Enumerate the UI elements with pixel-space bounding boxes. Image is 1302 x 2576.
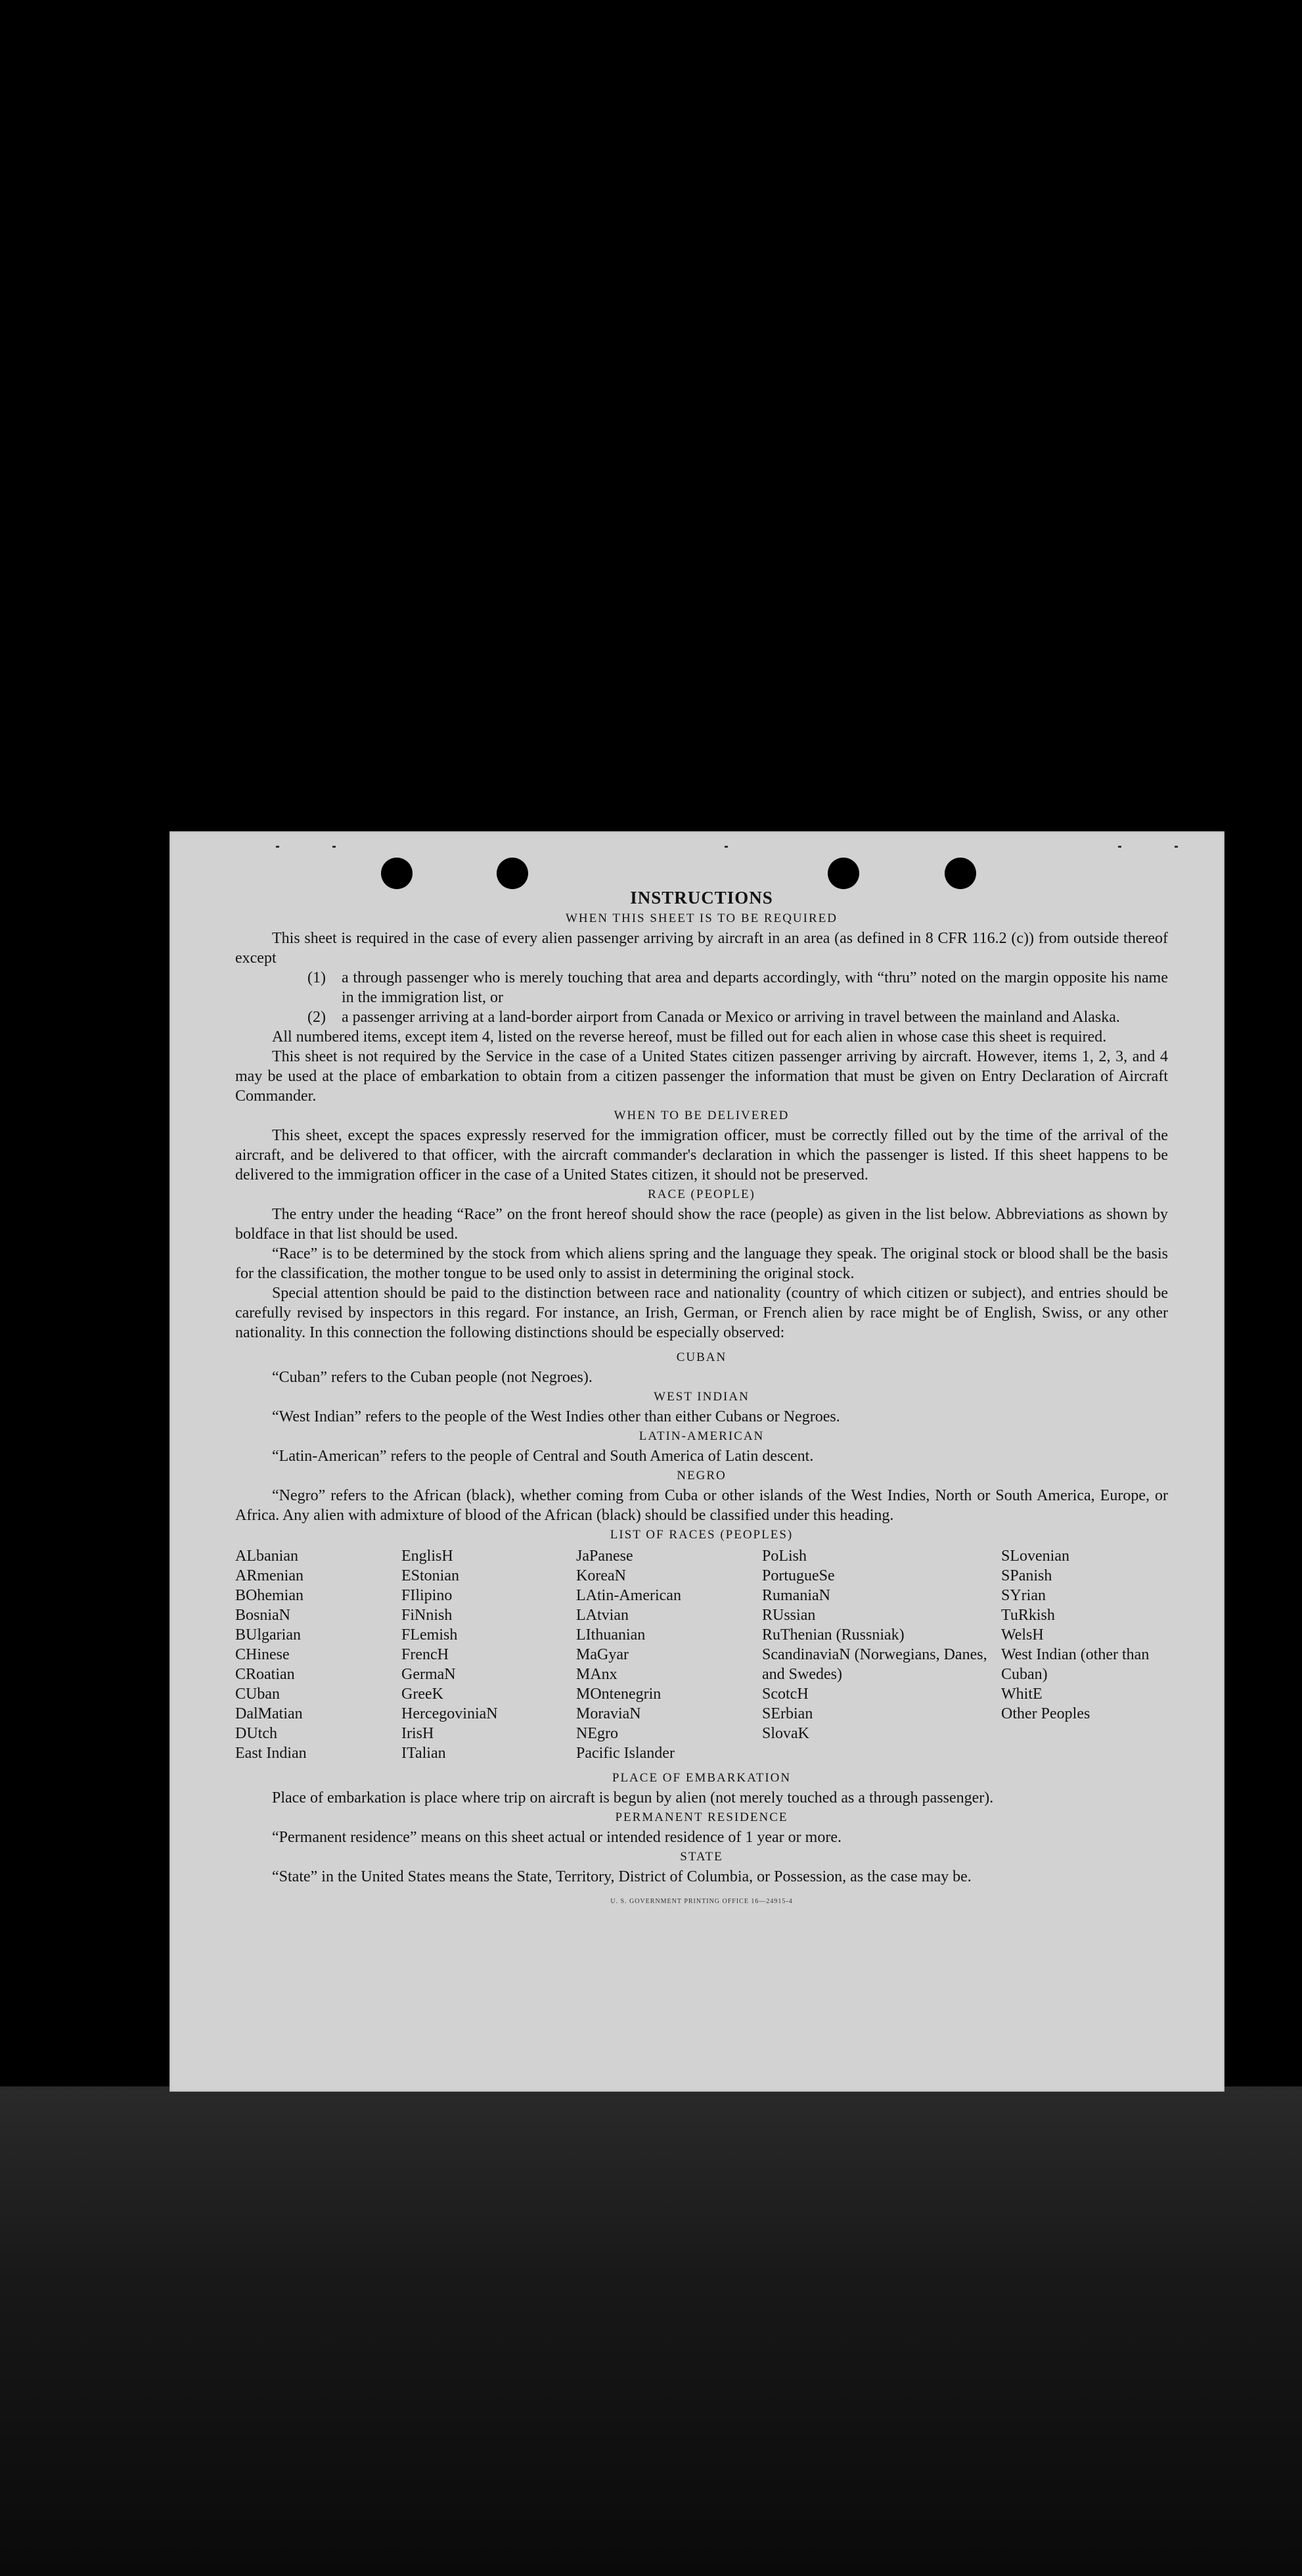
- race-entry: CUban: [235, 1686, 280, 1703]
- race-entry: SYrian: [1001, 1587, 1046, 1604]
- race-entry: PoLish: [762, 1548, 807, 1565]
- races-column: [576, 1546, 762, 1763]
- race-entry: MOntenegrin: [576, 1686, 662, 1703]
- race-entry: BosniaN: [235, 1607, 290, 1624]
- punch-hole: [497, 858, 528, 889]
- race-entry: LAtin-American: [576, 1587, 681, 1604]
- race-entry: Pacific Islander: [576, 1745, 675, 1762]
- scan-mark: [332, 846, 336, 848]
- punch-hole: [828, 858, 859, 889]
- item-text: a through passenger who is merely touching that area and departs accordingly, with “thru” noted on the margin opposite his name in the immigration list, or: [342, 969, 1168, 1006]
- page-title: INSTRUCTIONS: [630, 888, 773, 908]
- scan-mark: [1118, 846, 1121, 848]
- race-entry: RuThenian (Russniak): [762, 1626, 905, 1644]
- race-entry: ALbanian: [235, 1548, 298, 1565]
- race-entry: Other Peoples: [1001, 1705, 1090, 1722]
- section-heading: WHEN THIS SHEET IS TO BE REQUIRED: [566, 911, 838, 925]
- race-entry: EStonian: [401, 1567, 459, 1584]
- section-heading: WEST INDIAN: [654, 1390, 750, 1404]
- paragraph: “State” in the United States means the State, Territory, District of Columbia, or Possession, as the case may be.: [272, 1868, 972, 1885]
- race-entry: FiNnish: [401, 1607, 453, 1624]
- races-column: [762, 1546, 1001, 1763]
- races-column: [401, 1546, 576, 1763]
- paragraph: “Latin-American” refers to the people of Central and South America of Latin descent.: [272, 1448, 814, 1465]
- section-heading: LIST OF RACES (PEOPLES): [610, 1528, 794, 1542]
- paragraph: “Negro” refers to the African (black), whether coming from Cuba or other islands of the West Indies, North or South America, Europe, or Africa. Any alien with admixture of blood of the African (black) should be classified under this heading.: [235, 1487, 1168, 1524]
- race-entry: JaPanese: [576, 1548, 633, 1565]
- race-entry: MAnx: [576, 1666, 617, 1683]
- section-heading: PERMANENT RESIDENCE: [615, 1810, 788, 1824]
- punch-hole: [945, 858, 976, 889]
- section-heading: RACE (PEOPLE): [648, 1187, 755, 1201]
- races-table: [235, 1546, 1168, 1763]
- race-entry: BUlgarian: [235, 1626, 301, 1644]
- scan-mark: [725, 846, 728, 848]
- race-entry: EnglisH: [401, 1548, 453, 1565]
- paragraph: The entry under the heading “Race” on the front hereof should show the race (people) as given in the list below. Abbreviations as shown by boldface in that list should be used.: [235, 1206, 1168, 1243]
- race-entry: CRoatian: [235, 1666, 295, 1683]
- race-entry: SErbian: [762, 1705, 813, 1722]
- race-entry: GreeK: [401, 1686, 443, 1703]
- race-entry: DalMatian: [235, 1705, 303, 1722]
- race-entry: ITalian: [401, 1745, 446, 1762]
- race-entry: ARmenian: [235, 1567, 303, 1584]
- scan-mark: [1175, 846, 1178, 848]
- races-column: [1001, 1546, 1168, 1763]
- race-entry: WelsH: [1001, 1626, 1044, 1644]
- race-entry: WhitE: [1001, 1686, 1043, 1703]
- race-entry: RumaniaN: [762, 1587, 830, 1604]
- list-item: [235, 1007, 1168, 1027]
- race-entry: SlovaK: [762, 1725, 809, 1742]
- scan-mark: [276, 846, 279, 848]
- section-heading: CUBAN: [676, 1350, 727, 1364]
- race-entry: IrisH: [401, 1725, 434, 1742]
- race-entry: FLemish: [401, 1626, 458, 1644]
- race-entry: East Indian: [235, 1745, 307, 1762]
- race-entry: BOhemian: [235, 1587, 303, 1604]
- section-heading: PLACE OF EMBARKATION: [612, 1771, 792, 1785]
- scan-background: [0, 2086, 1302, 2576]
- list-item: [235, 968, 1168, 1007]
- item-number: (2): [307, 1009, 326, 1026]
- paragraph: “Race” is to be determined by the stock from which aliens spring and the language they speak. The original stock or blood shall be the basis for the classification, the mother tongue to be used only to assist in determining the original stock.: [235, 1245, 1168, 1282]
- paragraph: “Permanent residence” means on this sheet actual or intended residence of 1 year or more.: [272, 1829, 842, 1846]
- race-entry: CHinese: [235, 1646, 290, 1663]
- race-entry: West Indian (other than Cuban): [1001, 1646, 1150, 1683]
- race-entry: LIthuanian: [576, 1626, 646, 1644]
- section-heading: STATE: [680, 1850, 723, 1864]
- item-number: (1): [307, 969, 326, 986]
- race-entry: MaGyar: [576, 1646, 629, 1663]
- section-heading: WHEN TO BE DELIVERED: [614, 1109, 790, 1122]
- paragraph: This sheet is required in the case of every alien passenger arriving by aircraft in an area (as defined in 8 CFR 116.2 (c)) from outside thereof except: [235, 930, 1168, 967]
- printing-office-imprint: U. S. GOVERNMENT PRINTING OFFICE 16—24915-4: [610, 1898, 793, 1905]
- race-entry: SPanish: [1001, 1567, 1052, 1584]
- instructions-text: [235, 886, 1168, 1912]
- races-column: [235, 1546, 401, 1763]
- race-entry: ScandinaviaN (Norwegians, Danes, and Swedes): [762, 1646, 987, 1683]
- section-heading: LATIN-AMERICAN: [639, 1429, 765, 1443]
- race-entry: FIlipino: [401, 1587, 453, 1604]
- race-entry: HercegoviniaN: [401, 1705, 498, 1722]
- race-entry: GermaN: [401, 1666, 456, 1683]
- paragraph: This sheet is not required by the Service in the case of a United States citizen passenger arriving by aircraft. However, items 1, 2, 3, and 4 may be used at the place of embarkation to obtain from a citizen passenger the information that must be given on Entry Declaration of Aircraft Commander.: [235, 1048, 1168, 1105]
- paragraph: This sheet, except the spaces expressly reserved for the immigration officer, must be correctly filled out by the time of the arrival of the aircraft, and be delivered to that officer, with the aircraft commander's declaration in which the passenger is listed. If this sheet happens to be delivered to the immigration officer in the case of a United States citizen, it should not be preserved.: [235, 1127, 1168, 1184]
- race-entry: LAtvian: [576, 1607, 629, 1624]
- paragraph: Special attention should be paid to the distinction between race and nationality (country of which citizen or subject), and entries should be carefully revised by inspectors in this regard. For instance, an Irish, German, or French alien by race might be of English, Swiss, or any other nationality. In this connection the following distinctions should be especially observed:: [235, 1285, 1168, 1341]
- paragraph: “Cuban” refers to the Cuban people (not Negroes).: [272, 1369, 593, 1386]
- race-entry: RUssian: [762, 1607, 816, 1624]
- race-entry: DUtch: [235, 1725, 277, 1742]
- paragraph: “West Indian” refers to the people of the West Indies other than either Cubans or Negroes.: [272, 1408, 840, 1425]
- race-entry: NEgro: [576, 1725, 618, 1742]
- race-entry: PortugueSe: [762, 1567, 835, 1584]
- section-heading: NEGRO: [677, 1469, 727, 1483]
- item-text: a passenger arriving at a land-border airport from Canada or Mexico or arriving in travel between the mainland and Alaska.: [342, 1009, 1120, 1026]
- paragraph: All numbered items, except item 4, listed on the reverse hereof, must be filled out for each alien in whose case this sheet is required.: [272, 1028, 1107, 1046]
- race-entry: ScotcH: [762, 1686, 809, 1703]
- race-entry: MoraviaN: [576, 1705, 641, 1722]
- race-entry: KoreaN: [576, 1567, 626, 1584]
- instruction-sheet: [169, 831, 1224, 2092]
- paragraph: Place of embarkation is place where trip on aircraft is begun by alien (not merely touched as a through passenger).: [272, 1789, 994, 1806]
- race-entry: TuRkish: [1001, 1607, 1055, 1624]
- race-entry: SLovenian: [1001, 1548, 1069, 1565]
- race-entry: FrencH: [401, 1646, 449, 1663]
- punch-hole: [381, 858, 413, 889]
